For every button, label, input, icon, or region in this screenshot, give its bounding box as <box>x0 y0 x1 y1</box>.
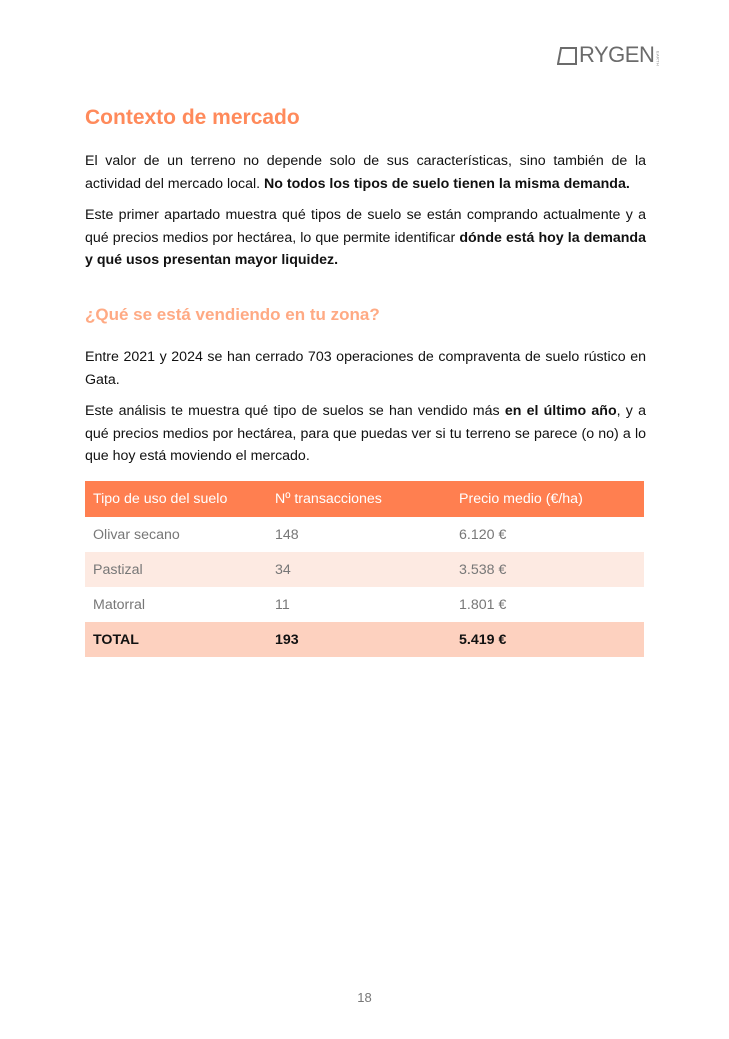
table-header-row <box>85 481 644 517</box>
subsection-title: ¿Qué se está vendiendo en tu zona? <box>85 305 380 324</box>
logo-subtext: EARTH <box>655 51 661 66</box>
intro-p1-bold: No todos los tipos de suelo tienen la misma demanda. <box>264 175 630 192</box>
brand-logo <box>557 40 659 66</box>
cell-land-use: Olivar secano <box>93 526 180 543</box>
market-table <box>85 481 644 657</box>
intro-p1-text: El valor de un terreno no depende solo de sus características, sino también de la actividad del mercado local. <box>85 153 646 192</box>
header-transactions: Nº transacciones <box>275 491 382 507</box>
cell-avg-price: 6.120 € <box>459 526 507 543</box>
header-land-use: Tipo de uso del suelo <box>93 491 228 507</box>
cell-avg-price: 1.801 € <box>459 596 507 613</box>
intro-paragraph-2 <box>85 204 646 272</box>
intro-p2-bold: dónde está hoy la demanda y qué usos presentan mayor liquidez. <box>85 229 646 268</box>
cell-avg-price: 3.538 € <box>459 561 507 578</box>
cell-transactions: 11 <box>275 596 290 613</box>
table-row <box>85 587 644 622</box>
logo-text: RYGEN <box>579 42 655 67</box>
zone-paragraph-2 <box>85 400 646 468</box>
zone-p4-text2: , y a qué precios medios por hectárea, para que puedas ver si tu terreno se parece (o no) a lo que hoy está moviendo el mercado. <box>85 403 646 464</box>
intro-paragraph-1 <box>85 150 646 195</box>
zone-paragraph-1: Entre 2021 y 2024 se han cerrado 703 operaciones de compraventa de suelo rústico en Gata. <box>85 349 646 388</box>
section-title: Contexto de mercado <box>85 106 300 129</box>
table-total-row <box>85 622 644 657</box>
zone-p4-text1: Este análisis te muestra qué tipo de suelos se han vendido más <box>85 403 505 419</box>
cell-transactions: 148 <box>275 526 299 543</box>
page-number: 18 <box>357 990 372 1005</box>
table-row <box>85 517 644 552</box>
cell-transactions: 34 <box>275 561 291 578</box>
total-label: TOTAL <box>93 631 139 648</box>
cell-land-use: Matorral <box>93 596 146 613</box>
header-avg-price: Precio medio (€/ha) <box>459 491 583 507</box>
cell-land-use: Pastizal <box>93 561 143 578</box>
total-transactions: 193 <box>275 631 299 648</box>
total-avg-price: 5.419 € <box>459 631 507 648</box>
zone-p4-bold: en el último año <box>504 403 617 419</box>
table-row <box>85 552 644 587</box>
intro-p2-text: Este primer apartado muestra qué tipos de suelo se están comprando actualmente y a qué precios medios por hectárea, lo que permite identificar <box>85 207 646 246</box>
logo-mark-icon <box>557 46 577 66</box>
